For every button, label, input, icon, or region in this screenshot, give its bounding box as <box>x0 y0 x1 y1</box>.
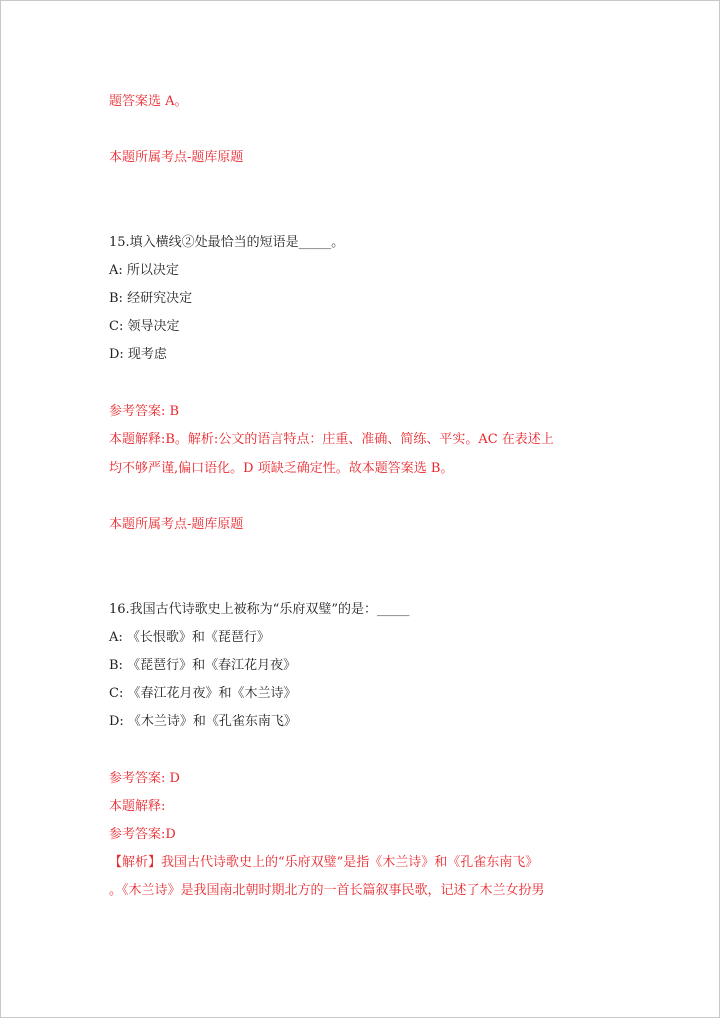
q16-answer-repeat: 参考答案:D <box>109 827 176 842</box>
q15-option-b: B: 经研究决定 <box>109 291 193 306</box>
q15-option-c: C: 领导决定 <box>109 319 180 334</box>
q16-option-c: C: 《春江花月夜》和《木兰诗》 <box>109 686 297 701</box>
q16-analysis-line2: 。《木兰诗》是我国南北朝时期北方的一首长篇叙事民歌，记述了木兰女扮男 <box>109 883 545 898</box>
prev-topic: 本题所属考点-题库原题 <box>109 150 244 165</box>
q16-option-a: A: 《长恨歌》和《琵琶行》 <box>109 630 270 645</box>
q15-option-a: A: 所以决定 <box>109 263 179 278</box>
q16-option-b: B: 《琵琶行》和《春江花月夜》 <box>109 658 297 673</box>
q16-explanation-label: 本题解释: <box>109 799 166 814</box>
q16-option-d: D: 《木兰诗》和《孔雀东南飞》 <box>109 714 297 729</box>
q16-answer: 参考答案: D <box>109 771 180 786</box>
q16-question: 16.我国古代诗歌史上被称为“乐府双璧”的是：_____ <box>109 602 410 617</box>
q15-topic: 本题所属考点-题库原题 <box>109 517 244 532</box>
q15-explanation-line2: 均不够严谨,偏口语化。D 项缺乏确定性。故本题答案选 B。 <box>109 461 454 476</box>
q15-option-d: D: 现考虑 <box>109 347 167 362</box>
q15-question: 15.填入横线②处最恰当的短语是_____。 <box>109 235 345 250</box>
q16-analysis-line1: 【解析】我国古代诗歌史上的“乐府双璧”是指《木兰诗》和《孔雀东南飞》 <box>109 855 539 870</box>
prev-answer-tail: 题答案选 A。 <box>109 94 188 109</box>
q15-explanation-line1: 本题解释:B。解析:公文的语言特点：庄重、准确、简练、平实。AC 在表述上 <box>109 432 554 447</box>
q15-answer: 参考答案: B <box>109 404 180 419</box>
